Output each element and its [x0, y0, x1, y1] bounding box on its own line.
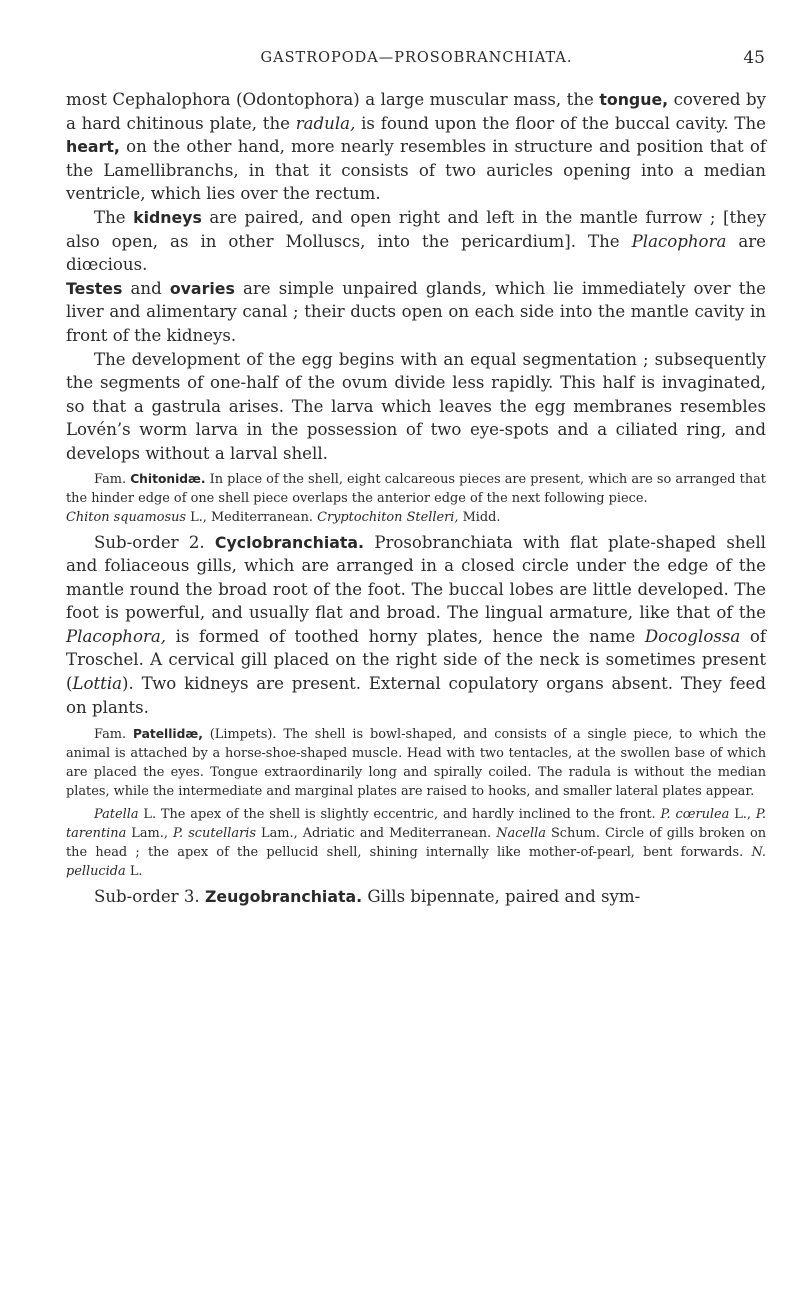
running-header: [68, 50, 765, 74]
paragraph-patella: Patella L. The apex of the shell is slightly eccentric, and hardly inclined to the front. P. cœrulea L., P. tarentina Lam., P. scutellaris Lam., Adriatic and Mediterranean. Nacella Schum. Circle of gills broken on the head ; the apex of the pellucid shell, shining internally like mother-of-pearl, bent forwards. N. pellucida L.: [66, 807, 767, 880]
genus-patella: Patella: [94, 807, 139, 823]
term-placophora: Placophora: [631, 231, 727, 251]
keyword-ovaries: ovaries: [169, 278, 235, 298]
keyword-tongue: tongue,: [599, 90, 669, 109]
species-p-scutellaris: P. scutellaris: [173, 826, 256, 842]
keyword-heart: heart,: [66, 137, 120, 157]
family-patellidae: Patellidæ,: [132, 727, 203, 742]
page-number: 45: [743, 48, 765, 68]
term-radula: radula,: [295, 113, 356, 133]
term-placophora-2: Placophora,: [66, 626, 167, 646]
paragraph-kidneys: The kidneys are paired, and open right and left in the mantle furrow ; [they also open, as in other Molluscs, into the pericardium]. The Placophora are diœcious.: [66, 207, 766, 275]
genus-nacella: Nacella: [496, 826, 546, 842]
paragraph-patellidae: Fam. Patellidæ, (Limpets). The shell is bowl-shaped, and consists of a single piece, to which the animal is attached by a horse-shoe-shaped muscle. Head with two tentacles, at the swollen base of which are placed the eyes. Tongue extraordinarily long and spirally coiled. The radula is without the median plates, while the intermediate and marginal plates are raised to hooks, and smaller lateral plates appear.: [66, 727, 766, 800]
species-cryptochiton-stelleri: Cryptochiton Stelleri,: [317, 509, 459, 525]
species-p-coerulea: P. cœrulea: [660, 807, 730, 823]
paragraph-cyclobranchiata: Sub-order 2. Cyclobranchiata. Prosobranchiata with flat plate-shaped shell and foliaceous gills, which are arranged in a closed circle under the edge of the mantle round the broad root of the foot. The buccal lobes are little developed. The foot is powerful, and usually flat and broad. The lingual armature, like that of the Placophora, is formed of toothed horny plates, hence the name Docoglossa of Troschel. A cervical gill placed on the right side of the neck is sometimes present (Lottia). Two kidneys are present. External copulatory organs absent. They feed on plants.: [66, 532, 766, 717]
keyword-testes: Testes: [66, 278, 123, 298]
family-chitonidae: Chitonidæ.: [130, 471, 206, 486]
term-docoglossa: Docoglossa: [644, 626, 741, 646]
keyword-kidneys: kidneys: [133, 207, 202, 227]
species-n-pellucida: N. pellucida: [66, 845, 766, 880]
paragraph-development: The development of the egg begins with an equal segmentation ; subsequently the segments of one-half of the ovum divide less rapidly. This half is invaginated, so that a gastrula arises. The larva which leaves the egg membranes resembles Lovén’s worm larva in the possession of two eye-spots and a ciliated ring, and develops without a larval shell.: [66, 349, 766, 463]
suborder-zeugobranchiata: Zeugobranchiata.: [204, 887, 363, 907]
suborder-cyclobranchiata: Cyclobranchiata.: [214, 532, 365, 552]
paragraph-zeugobranchiata: Sub-order 3. Zeugobranchiata. Gills bipennate, paired and sym-: [94, 887, 641, 907]
genus-lottia: Lottia: [72, 674, 123, 694]
species-chiton-squamosus: Chiton squamosus: [66, 509, 186, 525]
paragraph-tongue-heart: most Cephalophora (Odontophora) a large muscular mass, the tongue, covered by a hard chitinous plate, the radula, is found upon the floor of the buccal cavity. The heart, on the other hand, more nearly resembles in structure and position that of the Lamellibranchs, in that it consists of two auricles opening into a median ventricle, which lies over the rectum.: [66, 90, 766, 204]
paragraph-chitonidae: Fam. Chitonidæ. In place of the shell, eight calcareous pieces are present, which are so arranged that the hinder edge of one shell piece overlaps the anterior edge of the next following piece. Chiton squamosus L., Mediterranean. Cryptochiton Stelleri, Midd.: [66, 471, 766, 525]
page-body: [66, 88, 766, 909]
species-p-tarentina: P. tarentina: [66, 807, 766, 842]
paragraph-gonads: Testes and ovaries are simple unpaired glands, which lie immediately over the liver and alimentary canal ; their ducts open on each side into the mantle cavity in front of the kidneys.: [66, 278, 766, 345]
running-title: GASTROPODA—PROSOBRANCHIATA.: [260, 50, 573, 66]
